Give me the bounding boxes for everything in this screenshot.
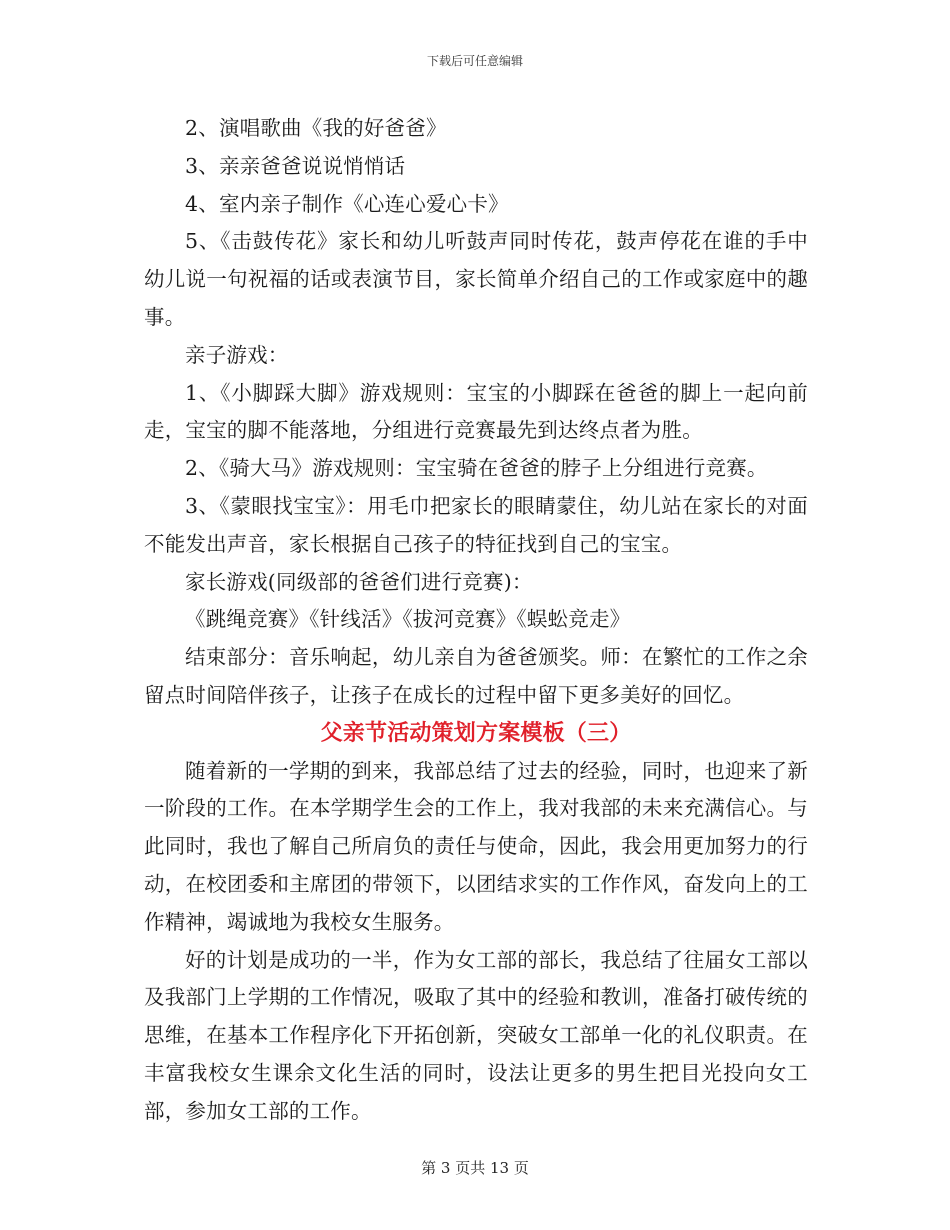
page-footer: 第 3 页共 13 页 (421, 1159, 529, 1177)
game-list: 《跳绳竞赛》《针线活》《拔河竞赛》《蜈蚣竞走》 (185, 607, 631, 632)
body-paragraph: 随着新的一学期的到来，我部总结了过去的经验，同时，也迎来了新一阶段的工作。在本学期学生会的工作上，我对我部的未来充满信心。与此同时，我也了解自己所肩负的责任与使命，因此，我会用更加努力的行动，在校团委和主席团的带领下，以团结求实的工作作风，奋发向上的工作精神，竭诚地为我校女生服务。 (144, 758, 808, 934)
list-item: 5、《击鼓传花》家长和幼儿听鼓声同时传花，鼓声停花在谁的手中幼儿说一句祝福的话或表演节目，家长简单介绍自己的工作或家庭中的趣事。 (144, 229, 808, 329)
page-header: 下载后可任意编辑 (426, 54, 523, 68)
subheading-parent-games: 家长游戏(同级部的爸爸们进行竞赛)： (185, 569, 533, 594)
section-heading: 父亲节活动策划方案模板（三） (320, 720, 632, 746)
document-body (144, 110, 808, 1131)
list-item: 3、《蒙眼找宝宝》：用毛巾把家长的眼睛蒙住，幼儿站在家长的对面不能发出声音，家长根据自己孩子的特征找到自己的宝宝。 (144, 493, 808, 556)
subheading-parent-child-games: 亲子游戏： (185, 342, 289, 367)
list-item: 2、演唱歌曲《我的好爸爸》 (185, 116, 447, 140)
list-item: 3、亲亲爸爸说说悄悄话 (185, 153, 406, 178)
closing-paragraph: 结束部分：音乐响起，幼儿亲自为爸爸颁奖。师：在繁忙的工作之余留点时间陪伴孩子，让孩子在成长的过程中留下更多美好的回忆。 (144, 645, 808, 707)
list-item: 4、室内亲子制作《心连心爱心卡》 (185, 191, 509, 216)
list-item: 2、《骑大马》游戏规则：宝宝骑在爸爸的脖子上分组进行竞赛。 (185, 456, 768, 481)
list-item: 1、《小脚踩大脚》游戏规则：宝宝的小脚踩在爸爸的脚上一起向前走，宝宝的脚不能落地，分组进行竞赛最先到达终点者为胜。 (144, 380, 808, 443)
body-paragraph: 好的计划是成功的一半，作为女工部的部长，我总结了往届女工部以及我部门上学期的工作情况，吸取了其中的经验和教训，准备打破传统的思维，在基本工作程序化下开拓创新，突破女工部单一化的礼仪职责。在丰富我校女生课余文化生活的同时，设法让更多的男生把目光投向女工部，参加女工部的工作。 (144, 947, 808, 1123)
